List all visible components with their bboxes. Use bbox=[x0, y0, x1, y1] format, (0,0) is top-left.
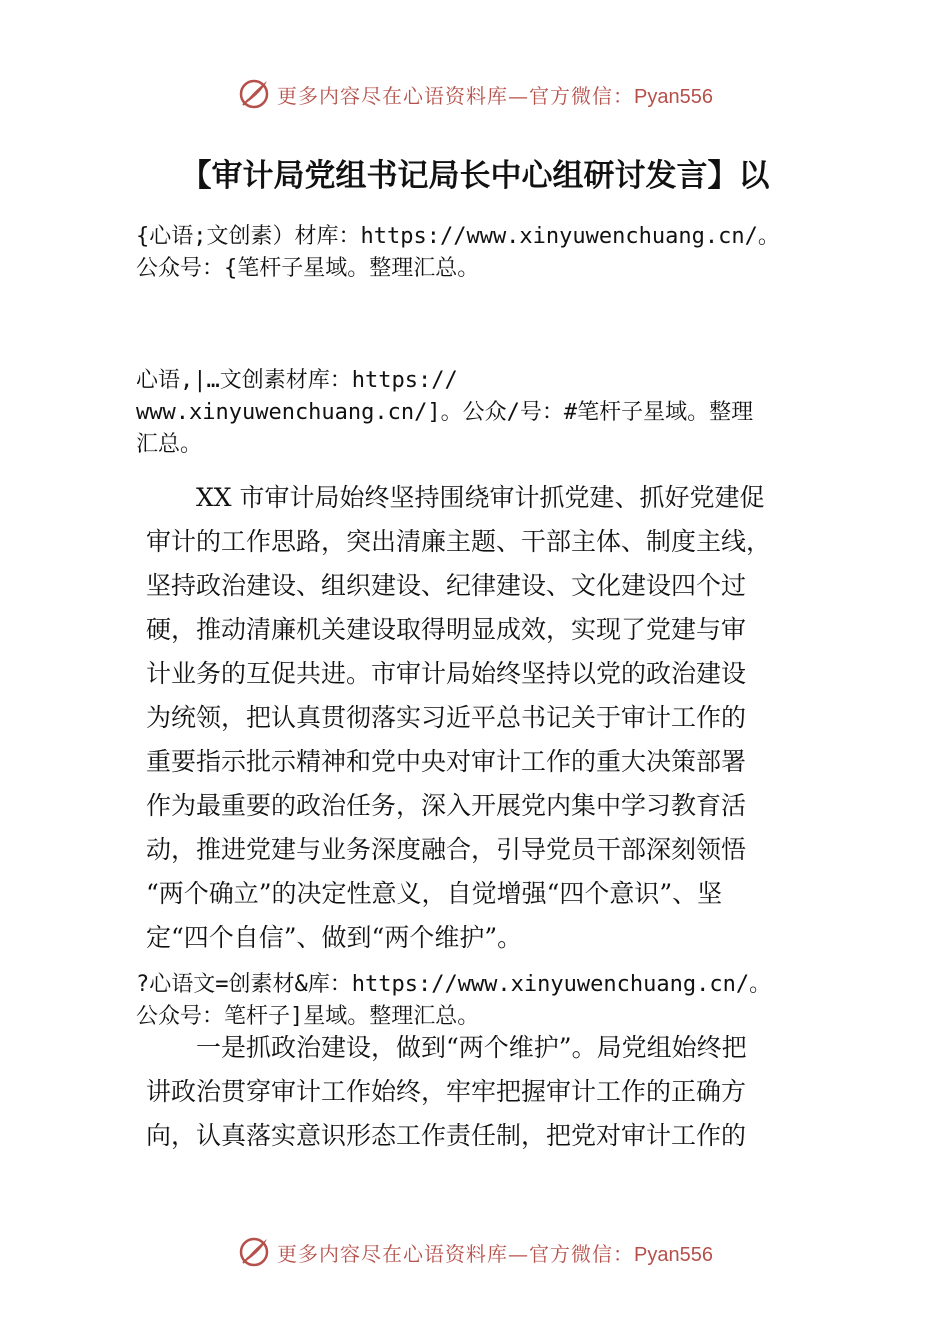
banner-text-cn: 更多内容尽在心语资料库—官方微信： bbox=[277, 1241, 635, 1266]
source-note-2 bbox=[136, 365, 836, 461]
note-line: 公众号：笔杆子]星域。整理汇总。 bbox=[136, 1004, 480, 1029]
body-paragraph-1 bbox=[146, 476, 811, 960]
source-note-3 bbox=[136, 969, 836, 1033]
paragraph-line: 讲政治贯穿审计工作始终，牢牢把握审计工作的正确方 bbox=[146, 1077, 747, 1106]
paragraph-line: 为统领，把认真贯彻落实习近平总书记关于审计工作的 bbox=[146, 703, 747, 732]
paragraph-line: 定“四个自信”、做到“两个维护”。 bbox=[146, 923, 523, 952]
banner-wechat-id: Pyan556 bbox=[634, 1243, 713, 1266]
source-note-1 bbox=[136, 221, 836, 285]
paragraph-line: “两个确立”的决定性意义，自觉增强“四个意识”、坚 bbox=[146, 879, 723, 908]
banner-text bbox=[277, 80, 713, 109]
quill-logo-icon bbox=[237, 1235, 271, 1269]
paragraph-line: 计业务的互促共进。市审计局始终坚持以党的政治建设 bbox=[146, 659, 747, 688]
header-banner bbox=[0, 74, 950, 114]
note-line: {心语;文创素）材库：https://www.xinyuwenchuang.cn/。 bbox=[136, 224, 780, 249]
document-title: 【审计局党组书记局长中心组研讨发言】以 bbox=[180, 158, 770, 194]
paragraph-line: 审计的工作思路，突出清廉主题、干部主体、制度主线， bbox=[146, 527, 772, 556]
banner-text bbox=[277, 1238, 713, 1267]
paragraph-line: 硬，推动清廉机关建设取得明显成效，实现了党建与审 bbox=[146, 615, 747, 644]
paragraph-line: 作为最重要的政治任务，深入开展党内集中学习教育活 bbox=[146, 791, 747, 820]
note-line: www.xinyuwenchuang.cn/]。公众/号：#笔杆子星域。整理 bbox=[136, 400, 754, 425]
note-line: ?心语文=创素材&库：https://www.xinyuwenchuang.cn/。 bbox=[136, 972, 772, 997]
footer-banner bbox=[0, 1232, 950, 1272]
banner-text-cn: 更多内容尽在心语资料库—官方微信： bbox=[277, 83, 635, 108]
note-line: 心语,|…文创素材库：https:// bbox=[136, 368, 458, 393]
paragraph-line: 坚持政治建设、组织建设、纪律建设、文化建设四个过 bbox=[146, 571, 747, 600]
quill-logo-icon bbox=[237, 77, 271, 111]
note-line: 公众号：{笔杆子星域。整理汇总。 bbox=[136, 256, 480, 281]
body-paragraph-2 bbox=[146, 1026, 811, 1158]
banner-wechat-id: Pyan556 bbox=[634, 85, 713, 108]
paragraph-line: 向，认真落实意识形态工作责任制，把党对审计工作的 bbox=[146, 1121, 747, 1150]
paragraph-line: 动，推进党建与业务深度融合，引导党员干部深刻领悟 bbox=[146, 835, 747, 864]
paragraph-line: 一是抓政治建设，做到“两个维护”。局党组始终把 bbox=[146, 1033, 747, 1062]
paragraph-line: 重要指示批示精神和党中央对审计工作的重大决策部署 bbox=[146, 747, 747, 776]
note-line: 汇总。 bbox=[136, 432, 203, 457]
paragraph-line: XX 市审计局始终坚持围绕审计抓党建、抓好党建促 bbox=[146, 483, 765, 512]
